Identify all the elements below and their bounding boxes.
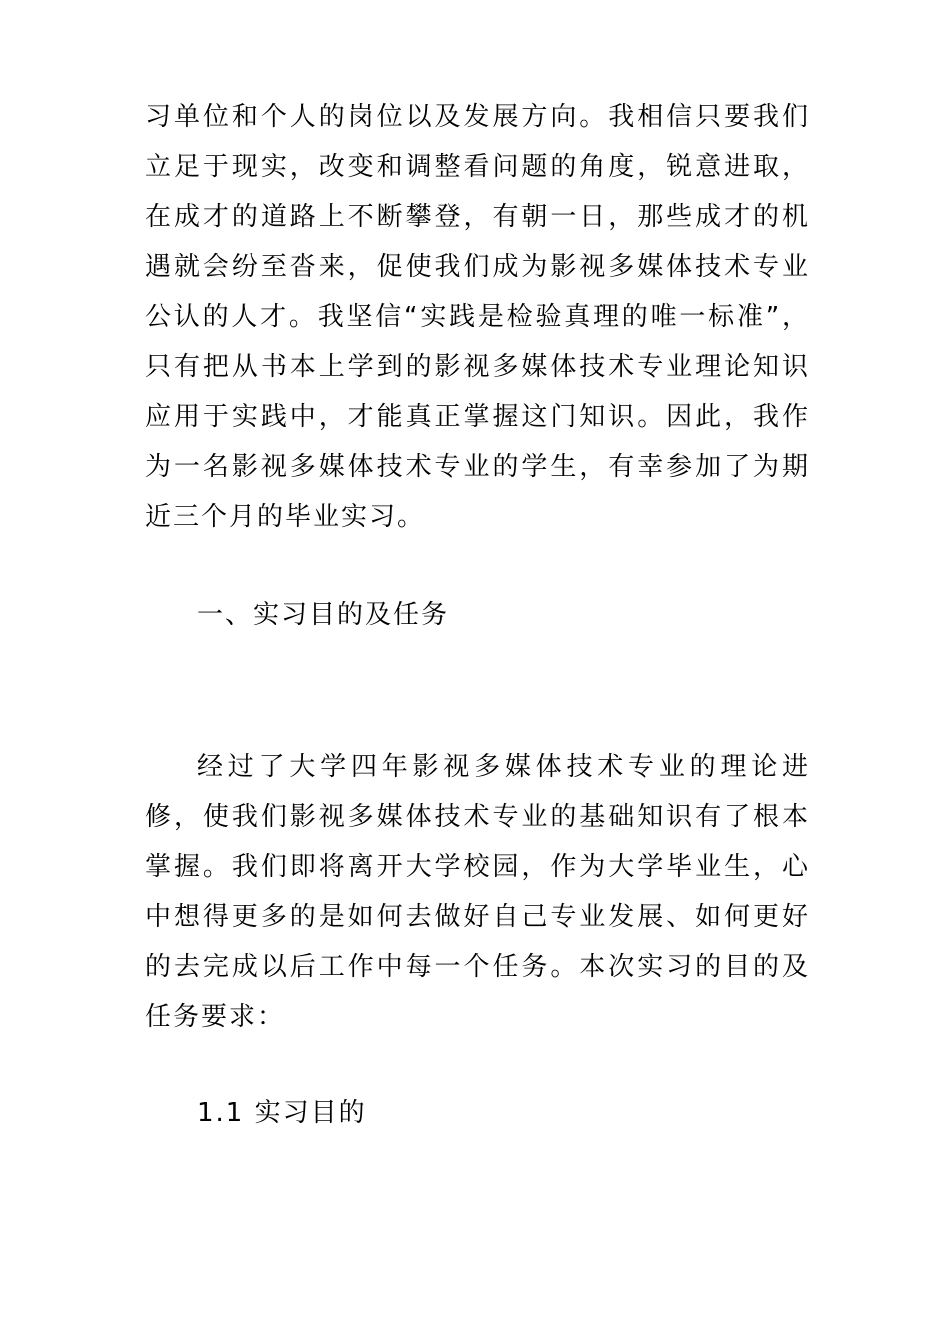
subsection-heading-purpose: 1.1 实习目的 xyxy=(197,1098,367,1128)
intro-paragraph: 习单位和个人的岗位以及发展方向。我相信只要我们立足于现实，改变和调整看问题的角度，锐意进取，在成才的道路上不断攀登，有朝一日，那些成才的机遇就会纷至沓来，促使我们成为影视多媒体技术专业公认的人才。我坚信“实践是检验真理的唯一标准”，只有把从书本上学到的影视多媒体技术专业理论知识应用于实践中，才能真正掌握这门知识。因此，我作为一名影视多媒体技术专业的学生，有幸参加了为期近三个月的毕业实习。 xyxy=(145,102,810,532)
purpose-body-paragraph: 经过了大学四年影视多媒体技术专业的理论进修，使我们影视多媒体技术专业的基础知识有了根本掌握。我们即将离开大学校园，作为大学毕业生，心中想得更多的是如何去做好自己专业发展、如何更好的去完成以后工作中每一个任务。本次实习的目的及任务要求： xyxy=(145,752,810,1032)
section-heading-purpose-and-tasks: 一、实习目的及任务 xyxy=(197,600,450,630)
